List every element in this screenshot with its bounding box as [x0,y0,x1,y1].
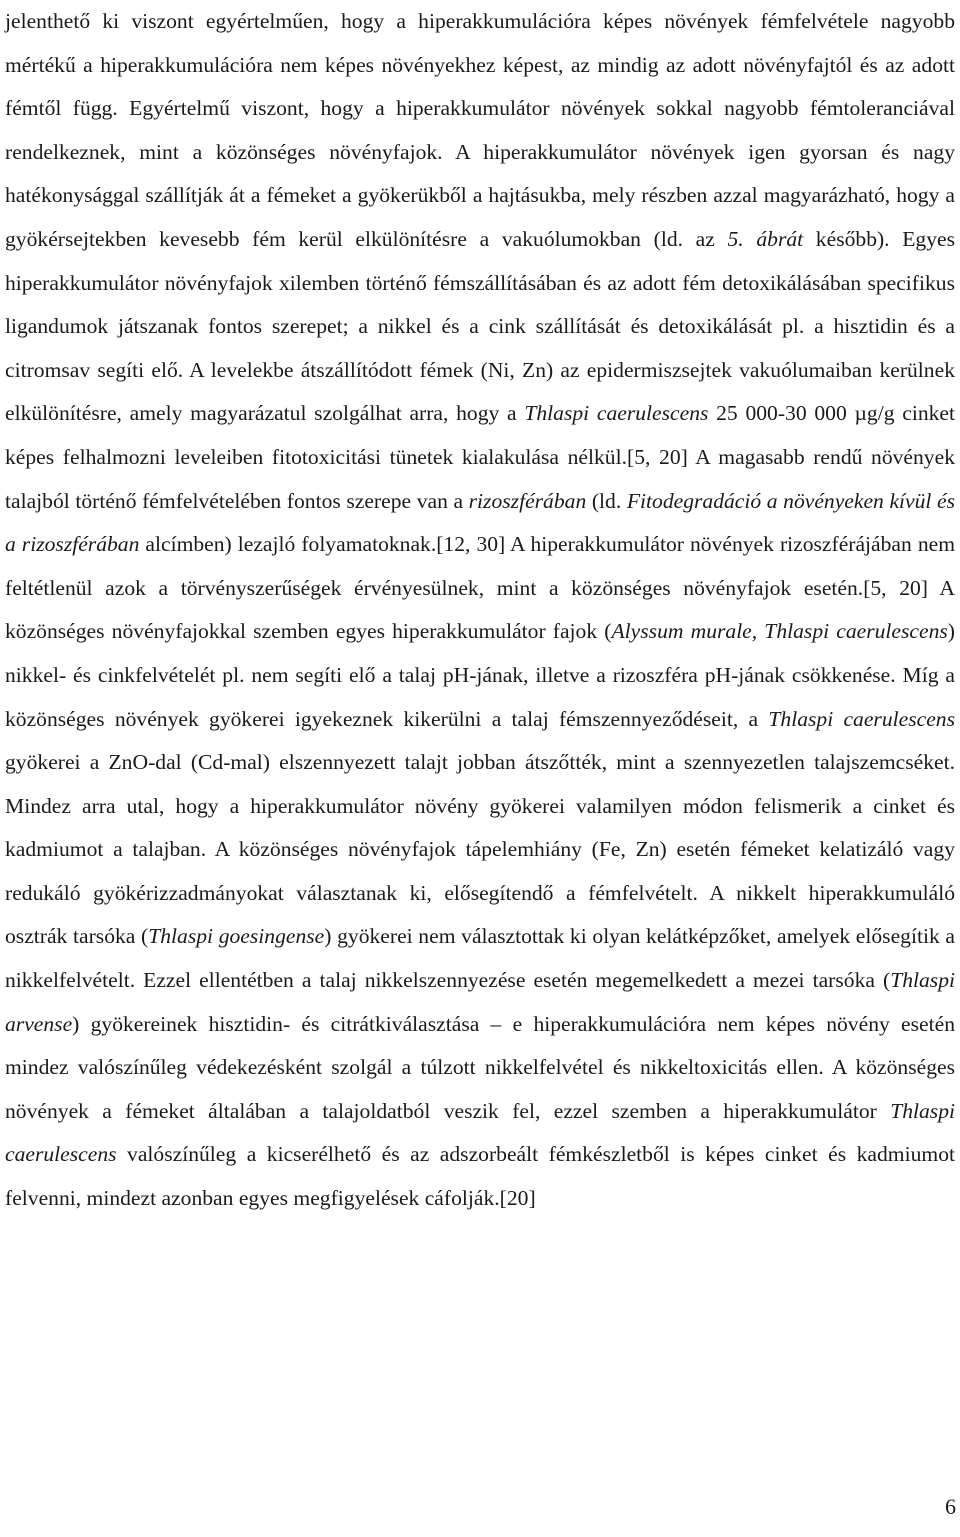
italic-text-run: Thlaspi goesingense [148,924,325,949]
italic-text-run: Alyssum murale, Thlaspi caerulescens [611,619,948,644]
page-number: 6 [945,1494,956,1519]
text-run: ) gyökerei nem választottak ki olyan kelátképzőket, amelyek elősegítik a nikkelfelvételt. Ezzel ellentétben a talaj nikkelszennyezése esetén megemelkedett a mezei tarsóka ( [5,924,955,993]
italic-text-run: Thlaspi arvense [5,968,955,1036]
italic-text-run: 5. ábrát [727,226,804,251]
italic-text-run: Thlaspi caerulescens [524,401,709,426]
italic-text-run: Thlaspi caerulescens [5,1098,955,1167]
text-run: (ld. [586,488,627,513]
italic-text-run: rizoszférában [468,488,587,513]
italic-text-run: Thlaspi caerulescens [768,706,955,731]
italic-text-run: Fitodegradáció a növényeken kívül és a rizoszférában [5,488,955,557]
text-run: gyökerei a ZnO-dal (Cd-mal) elszennyezett talajt jobban átszőtték, mint a szennyezetlen talajszemcséket. Mindez arra utal, hogy a hiperakkumulátor növény gyökerei valamilyen módon felismerik a cinket és kadmiumot a talajban. A közönséges növényfajok tápelemhiány (Fe, Zn) esetén fémeket kelatizáló vagy redukáló gyökérizzadmányokat választanak ki, elősegítendő a fémfelvételt. A nikkelt hiperakkumuláló osztrák tarsóka ( [5,750,955,949]
body-paragraph [5,0,955,1221]
text-run: valószínűleg a kicserélhető és az adszorbeált fémkészletből is képes cinket és kadmiumot felvenni, mindezt azonban egyes megfigyelések cáfolják.[20] [5,1142,955,1211]
text-run: ) nikkel- és cinkfelvételét pl. nem segíti elő a talaj pH-jának, illetve a rizoszféra pH-jának csökkenése. Míg a közönséges növények gyökerei igyekeznek kikerülni a talaj fémszennyeződéseit, a [5,619,955,731]
text-run: 25 000-30 000 µg/g cinket képes felhalmozni leveleiben fitotoxicitási tünetek kialakulása nélkül.[5, 20] A magasabb rendű növények talajból történő fémfelvételében fontos szerepe van a [5,401,955,513]
text-run: ) gyökereinek hisztidin- és citrátkiválasztása – e hiperakkumulációra nem képes növény esetén mindez valószínűleg védekezésként szolgál a túlzott nikkelfelvétel és nikkeltoxicitás ellen. A közönséges növények a fémeket általában a talajoldatból veszik fel, ezzel szemben a hiperakkumulátor [5,1011,955,1123]
text-run: később). Egyes hiperakkumulátor növényfajok xilemben történő fémszállításában és az adott fém detoxikálásában specifikus ligandumok játszanak fontos szerepet; a nikkel és a cink szállítását és detoxikálását pl. a hisztidin és a citromsav segíti elő. A levelekbe átszállítódott fémek (Ni, Zn) az epidermiszsejtek vakuólumaiban kerülnek elkülönítésre, amely magyarázatul szolgálhat arra, hogy a [5,226,956,426]
text-run: alcímben) lezajló folyamatoknak.[12, 30] A hiperakkumulátor növények rizoszférájában nem feltétlenül azok a törvényszerűségek érvényesülnek, mint a közönséges növényfajok esetén.[5, 20] A közönséges növényfajokkal szemben egyes hiperakkumulátor fajok ( [5,532,956,644]
document-page [5,0,955,1221]
text-run: jelenthető ki viszont egyértelműen, hogy a hiperakkumulációra képes növények fémfelvétele nagyobb mértékű a hiperakkumulációra nem képes növényekhez képest, az mindig az adott növényfajtól és az adott fémtől függ. Egyértelmű viszont, hogy a hiperakkumulátor növények sokkal nagyobb fémtoleranciával rendelkeznek, mint a közönséges növényfajok. A hiperakkumulátor növények igen gyorsan és nagy hatékonysággal szállítják át a fémeket a gyökerükből a hajtásukba, mely részben azzal magyarázható, hogy a gyökérsejtekben kevesebb fém kerül elkülönítésre a vakuólumokban (ld. az [5,9,955,251]
